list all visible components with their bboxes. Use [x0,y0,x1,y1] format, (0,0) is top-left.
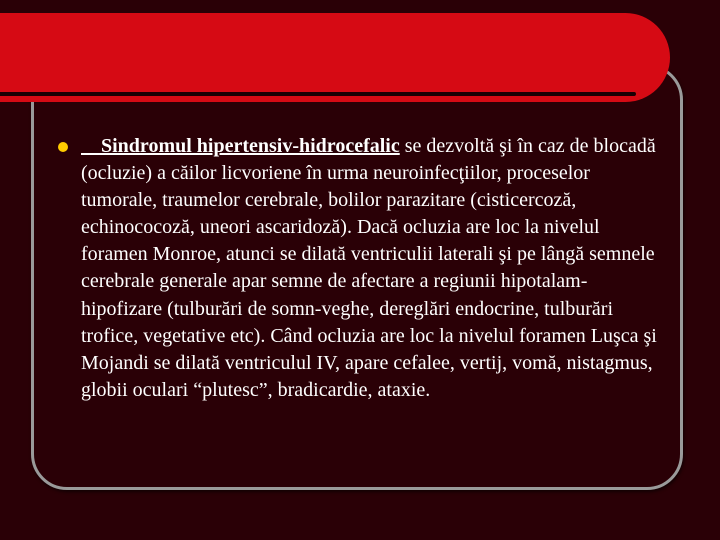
title-banner [0,13,670,102]
heading-text: Sindromul hipertensiv-hidrocefalic [101,135,400,157]
bullet-dot-icon [58,142,68,152]
paragraph-heading [81,135,400,157]
paragraph-body: se dezvoltă şi în caz de blocadă (ocluzie) a căilor licvoriene în urma neuroinfecţiilor, proceselor tumorale, traumelor cerebrale, bolilor parazitare (cisticercoză, echinococoză, uneori ascaridoză). Dacă ocluzia are loc la nivelul foramen Monroe, atunci se dilată ventriculii laterali şi pe lângă semnele cerebrale generale apar semne de afectare a regiunii hipotalam-hipofizare (tulburări de somn-veghe, dereglări endocrine, tulburări trofice, vegetative etc). Când ocluzia are loc la nivelul foramen Luşca şi Mojandi se dilată ventriculul IV, apare cefalee, vertij, vomă, nistagmus, globii oculari “plutesc”, bradicardie, ataxie. [81,135,657,401]
heading-indent [81,135,101,157]
bullet-content [58,133,668,404]
bullet-paragraph [81,133,668,404]
banner-shadow-line [0,92,636,96]
